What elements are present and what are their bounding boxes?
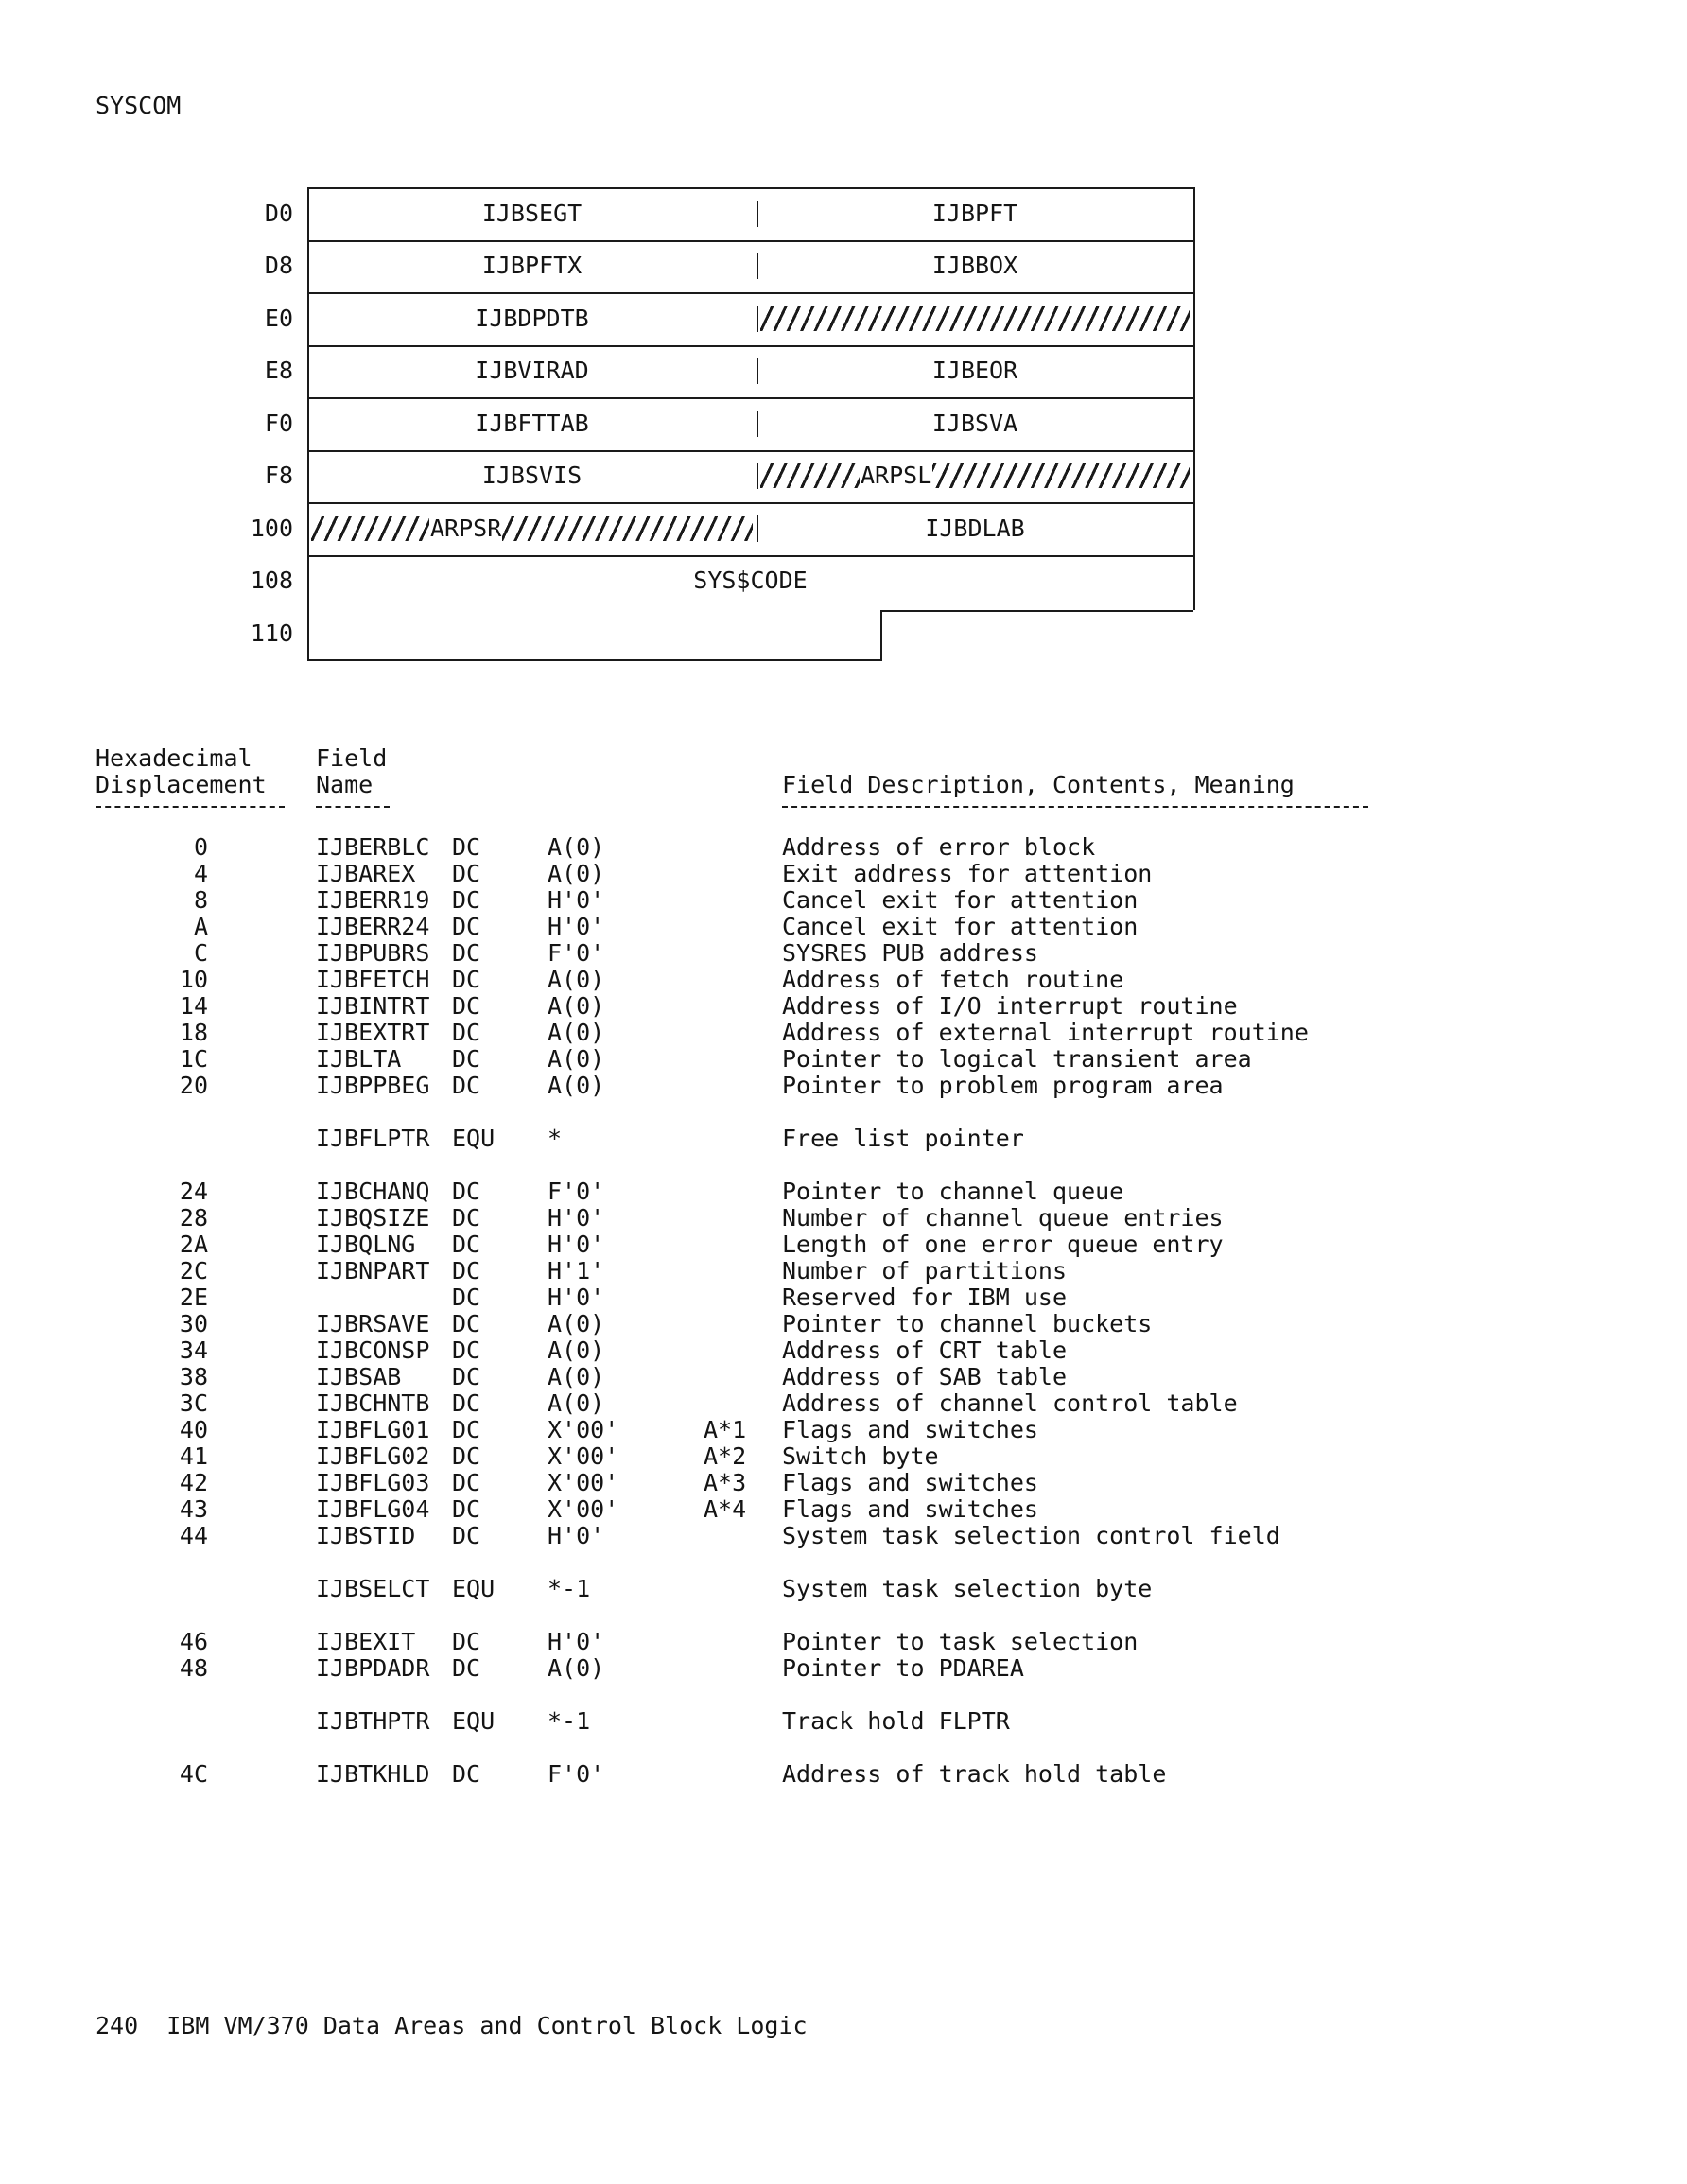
field-description: Pointer to task selection	[782, 1628, 1139, 1655]
field-type: DC	[452, 1204, 481, 1232]
field-displacement: 40	[179, 1416, 208, 1443]
control-block-layout-diagram	[0, 0, 1687, 719]
row-separator	[307, 450, 1193, 452]
field-description: Pointer to PDAREA	[782, 1654, 1024, 1682]
table-row	[0, 1179, 1687, 1205]
field-type: DC	[452, 1072, 481, 1099]
field-displacement: 3C	[179, 1389, 208, 1417]
field-value: A(0)	[548, 1072, 605, 1099]
frame-right	[1193, 187, 1195, 610]
field-name: IJBFLG04	[316, 1495, 430, 1523]
field-cell: IJBSVIS	[481, 462, 583, 490]
field-name: IJBTHPTR	[316, 1707, 430, 1735]
field-type: DC	[452, 1284, 481, 1311]
frame-right-short	[880, 610, 882, 659]
word-divider	[757, 358, 758, 385]
field-displacement: 14	[179, 992, 208, 1020]
disp-header-rule	[96, 806, 285, 808]
field-cell: IJBPFTX	[481, 252, 583, 280]
field-note: A*3	[704, 1469, 747, 1496]
field-value: A(0)	[548, 1389, 605, 1417]
table-row	[0, 1205, 1687, 1232]
table-row	[0, 1443, 1687, 1470]
word-divider	[757, 306, 758, 332]
field-cell: IJBSEGT	[481, 199, 583, 227]
field-cell: IJBBOX	[931, 252, 1018, 280]
field-description: Address of I/O interrupt routine	[782, 992, 1238, 1020]
field-description: Switch byte	[782, 1442, 939, 1470]
row-displacement: 110	[250, 619, 293, 647]
field-type: DC	[452, 833, 481, 861]
field-displacement: 0	[193, 833, 208, 861]
field-name: IJBERBLC	[316, 833, 430, 861]
row-separator	[307, 397, 1193, 399]
field-value: A(0)	[548, 1310, 605, 1337]
field-type: DC	[452, 860, 481, 887]
name-header-line2: Name	[316, 771, 374, 798]
field-type: DC	[452, 939, 481, 967]
table-row	[0, 993, 1687, 1020]
row-displacement: 108	[250, 567, 293, 595]
word-divider	[757, 515, 758, 542]
field-name: IJBSAB	[316, 1363, 402, 1390]
field-name: IJBCHNTB	[316, 1389, 430, 1417]
field-displacement: A	[193, 913, 208, 940]
row-displacement: D0	[264, 199, 293, 227]
field-name: IJBFETCH	[316, 966, 430, 993]
field-value: *-1	[548, 1575, 591, 1602]
field-type: DC	[452, 1231, 481, 1258]
field-displacement: 30	[179, 1310, 208, 1337]
field-type: DC	[452, 1045, 481, 1073]
field-type: DC	[452, 1363, 481, 1390]
table-row	[0, 1020, 1687, 1046]
word-divider	[757, 411, 758, 437]
field-displacement: C	[193, 939, 208, 967]
field-name: IJBCHANQ	[316, 1178, 430, 1205]
field-value: A(0)	[548, 1363, 605, 1390]
table-row	[0, 940, 1687, 967]
table-row	[0, 1046, 1687, 1073]
table-row	[0, 834, 1687, 861]
field-description: Pointer to logical transient area	[782, 1045, 1252, 1073]
field-value: X'00'	[548, 1469, 619, 1496]
field-type: DC	[452, 1628, 481, 1655]
field-description: Address of CRT table	[782, 1337, 1068, 1364]
field-type: EQU	[452, 1575, 496, 1602]
name-header-rule	[316, 806, 390, 808]
field-name: IJBPDADR	[316, 1654, 430, 1682]
field-value: A(0)	[548, 966, 605, 993]
field-description: Pointer to problem program area	[782, 1072, 1224, 1099]
field-cell: IJBPFT	[931, 199, 1018, 227]
table-row	[0, 1126, 1687, 1152]
field-type: DC	[452, 1310, 481, 1337]
field-cell: SYS$CODE	[693, 567, 808, 595]
field-note: A*1	[704, 1416, 747, 1443]
row-separator	[307, 240, 1193, 242]
field-description: Number of channel queue entries	[782, 1204, 1224, 1232]
field-description: Address of error block	[782, 833, 1096, 861]
frame-step	[880, 610, 1193, 612]
row-displacement: D8	[264, 252, 293, 280]
field-value: X'00'	[548, 1416, 619, 1443]
field-type: DC	[452, 1654, 481, 1682]
field-value: H'0'	[548, 913, 605, 940]
hatched-reserved-cell	[760, 463, 1190, 488]
field-type: DC	[452, 1495, 481, 1523]
field-displacement: 2E	[179, 1284, 208, 1311]
field-description: Address of track hold table	[782, 1760, 1167, 1788]
table-row	[0, 1417, 1687, 1443]
table-row	[0, 1311, 1687, 1337]
field-type: DC	[452, 913, 481, 940]
table-row	[0, 1258, 1687, 1284]
field-value: A(0)	[548, 992, 605, 1020]
field-value: F'0'	[548, 1760, 605, 1788]
field-description: Pointer to channel buckets	[782, 1310, 1153, 1337]
field-displacement: 10	[179, 966, 208, 993]
field-displacement: 44	[179, 1522, 208, 1549]
field-cell: IJBDLAB	[925, 514, 1025, 542]
field-name: IJBAREX	[316, 860, 416, 887]
row-separator	[307, 555, 1193, 557]
field-type: DC	[452, 992, 481, 1020]
field-displacement: 46	[179, 1628, 208, 1655]
field-name: IJBFLG03	[316, 1469, 430, 1496]
field-name: IJBERR24	[316, 913, 430, 940]
field-name: IJBQSIZE	[316, 1204, 430, 1232]
table-row	[0, 1284, 1687, 1311]
field-value: X'00'	[548, 1442, 619, 1470]
frame-left	[307, 187, 309, 659]
table-row	[0, 1337, 1687, 1364]
table-row	[0, 1470, 1687, 1496]
field-description: SYSRES PUB address	[782, 939, 1038, 967]
field-name: IJBQLNG	[316, 1231, 416, 1258]
field-name: IJBCONSP	[316, 1337, 430, 1364]
field-description: Address of fetch routine	[782, 966, 1124, 993]
word-divider	[757, 253, 758, 280]
table-row	[0, 1390, 1687, 1417]
field-value: H'0'	[548, 1628, 605, 1655]
field-value: A(0)	[548, 1654, 605, 1682]
field-displacement: 48	[179, 1654, 208, 1682]
field-value: F'0'	[548, 939, 605, 967]
field-name: IJBFLG02	[316, 1442, 430, 1470]
field-value: H'0'	[548, 886, 605, 914]
desc-header: Field Description, Contents, Meaning	[782, 771, 1295, 798]
field-displacement: 42	[179, 1469, 208, 1496]
field-type: DC	[452, 1019, 481, 1046]
field-description: Cancel exit for attention	[782, 913, 1139, 940]
row-separator	[307, 345, 1193, 347]
field-cell: ARPSR	[430, 515, 502, 541]
field-value: F'0'	[548, 1178, 605, 1205]
table-row	[0, 887, 1687, 914]
field-value: H'0'	[548, 1284, 605, 1311]
row-separator	[307, 292, 1193, 294]
page-header: SYSCOM	[96, 92, 182, 119]
field-displacement: 34	[179, 1337, 208, 1364]
field-value: A(0)	[548, 1045, 605, 1073]
field-type: DC	[452, 1522, 481, 1549]
field-displacement: 38	[179, 1363, 208, 1390]
field-note: A*4	[704, 1495, 747, 1523]
field-name: IJBERR19	[316, 886, 430, 914]
field-description: Free list pointer	[782, 1125, 1024, 1152]
field-value: A(0)	[548, 1019, 605, 1046]
field-displacement: 2C	[179, 1257, 208, 1284]
field-value: A(0)	[548, 833, 605, 861]
field-value: *-1	[548, 1707, 591, 1735]
row-displacement: F0	[264, 409, 293, 437]
field-name: IJBRSAVE	[316, 1310, 430, 1337]
field-name: IJBNPART	[316, 1257, 430, 1284]
field-cell: IJBSVA	[931, 409, 1018, 437]
field-displacement: 4	[193, 860, 208, 887]
page-footer: 240 IBM VM/370 Data Areas and Control Block Logic	[96, 2012, 808, 2039]
table-row	[0, 1073, 1687, 1099]
field-name: IJBSTID	[316, 1522, 416, 1549]
field-description: Exit address for attention	[782, 860, 1153, 887]
field-name: IJBINTRT	[316, 992, 430, 1020]
row-displacement: 100	[250, 514, 293, 542]
field-value: *	[548, 1125, 563, 1152]
hatched-reserved-cell	[760, 306, 1190, 331]
field-description: Pointer to channel queue	[782, 1178, 1124, 1205]
field-value: X'00'	[548, 1495, 619, 1523]
field-type: EQU	[452, 1125, 496, 1152]
field-cell: IJBDPDTB	[475, 304, 589, 332]
word-divider	[757, 463, 758, 490]
field-type: DC	[452, 966, 481, 993]
field-type: DC	[452, 1469, 481, 1496]
field-displacement: 2A	[179, 1231, 208, 1258]
field-description: Address of SAB table	[782, 1363, 1068, 1390]
table-row	[0, 967, 1687, 993]
field-name: IJBFLG01	[316, 1416, 430, 1443]
field-displacement: 24	[179, 1178, 208, 1205]
name-header-line1: Field	[316, 744, 388, 772]
field-displacement: 8	[193, 886, 208, 914]
field-name: IJBSELCT	[316, 1575, 430, 1602]
field-note: A*2	[704, 1442, 747, 1470]
field-type: DC	[452, 1257, 481, 1284]
field-name: IJBEXIT	[316, 1628, 416, 1655]
field-name: IJBLTA	[316, 1045, 402, 1073]
field-cell: IJBVIRAD	[475, 357, 589, 385]
frame-bottom	[307, 659, 882, 661]
table-row	[0, 1629, 1687, 1655]
table-row	[0, 1761, 1687, 1788]
field-description: Length of one error queue entry	[782, 1231, 1224, 1258]
field-description: Reserved for IBM use	[782, 1284, 1068, 1311]
field-value: H'1'	[548, 1257, 605, 1284]
field-value: A(0)	[548, 860, 605, 887]
field-value: H'0'	[548, 1522, 605, 1549]
field-value: A(0)	[548, 1337, 605, 1364]
field-displacement: 18	[179, 1019, 208, 1046]
table-row	[0, 1496, 1687, 1523]
table-row	[0, 1708, 1687, 1735]
field-name: IJBTKHLD	[316, 1760, 430, 1788]
field-description: Cancel exit for attention	[782, 886, 1139, 914]
field-type: DC	[452, 886, 481, 914]
field-value: H'0'	[548, 1231, 605, 1258]
table-row	[0, 914, 1687, 940]
field-type: DC	[452, 1442, 481, 1470]
field-displacement: 28	[179, 1204, 208, 1232]
field-displacement: 20	[179, 1072, 208, 1099]
field-type: EQU	[452, 1707, 496, 1735]
table-row	[0, 1655, 1687, 1682]
word-divider	[757, 201, 758, 227]
row-displacement: F8	[264, 462, 293, 490]
field-description: Flags and switches	[782, 1495, 1038, 1523]
row-separator	[307, 502, 1193, 504]
table-row	[0, 1576, 1687, 1602]
desc-header-rule	[782, 806, 1368, 808]
table-row	[0, 1523, 1687, 1549]
table-row	[0, 1232, 1687, 1258]
row-displacement: E0	[264, 304, 293, 332]
table-row	[0, 1364, 1687, 1390]
field-displacement: 41	[179, 1442, 208, 1470]
field-displacement: 1C	[179, 1045, 208, 1073]
field-displacement: 4C	[179, 1760, 208, 1788]
field-type: DC	[452, 1337, 481, 1364]
field-description: Number of partitions	[782, 1257, 1068, 1284]
frame-top	[307, 187, 1193, 189]
field-type: DC	[452, 1389, 481, 1417]
field-cell: IJBFTTAB	[475, 409, 589, 437]
field-description: Track hold FLPTR	[782, 1707, 1010, 1735]
field-displacement: 43	[179, 1495, 208, 1523]
field-description: System task selection byte	[782, 1575, 1153, 1602]
field-name: IJBPPBEG	[316, 1072, 430, 1099]
row-displacement: E8	[264, 357, 293, 385]
hatched-reserved-cell	[311, 516, 753, 541]
field-description: System task selection control field	[782, 1522, 1280, 1549]
field-type: DC	[452, 1760, 481, 1788]
field-cell: IJBEOR	[931, 357, 1018, 385]
table-row	[0, 861, 1687, 887]
field-description: Flags and switches	[782, 1416, 1038, 1443]
field-name: IJBFLPTR	[316, 1125, 430, 1152]
disp-header-line2: Displacement	[96, 771, 267, 798]
field-value: H'0'	[548, 1204, 605, 1232]
field-description: Address of external interrupt routine	[782, 1019, 1309, 1046]
field-name: IJBPUBRS	[316, 939, 430, 967]
field-cell: ARPSL	[861, 463, 932, 489]
field-type: DC	[452, 1178, 481, 1205]
field-name: IJBEXTRT	[316, 1019, 430, 1046]
disp-header-line1: Hexadecimal	[96, 744, 252, 772]
field-type: DC	[452, 1416, 481, 1443]
field-description: Address of channel control table	[782, 1389, 1238, 1417]
field-description: Flags and switches	[782, 1469, 1038, 1496]
